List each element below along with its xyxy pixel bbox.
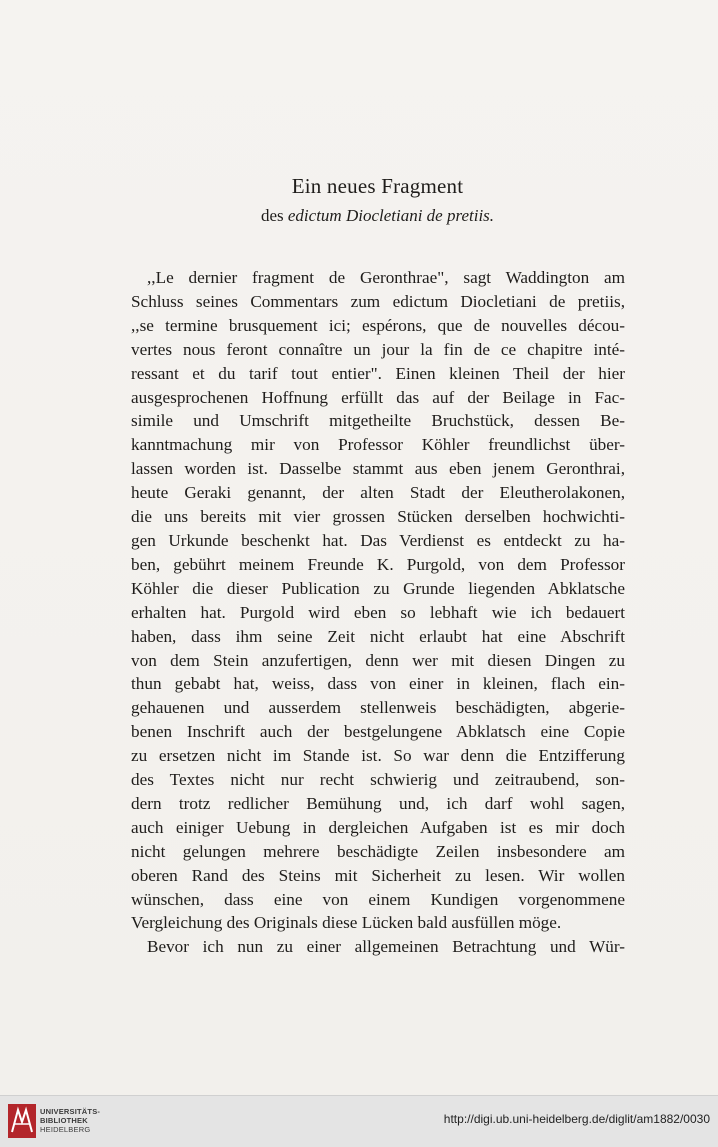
body-line: auch einiger Uebung in dergleichen Aufgaben ist es mir doch [131,817,625,837]
body-line: ben, gebührt meinem Freunde K. Purgold, von dem Professor [131,554,625,574]
body-line: gehauenen und ausserdem stellenweis beschädigten, abgerie- [131,698,625,718]
body-line: nicht gelungen mehrere beschädigte Zeilen insbesondere am [131,841,625,861]
body-line: ausgesprochenen Hoffnung erfüllt das auf der Beilage in Fac- [131,387,625,407]
body-line: dern trotz redlicher Bemühung und, ich darf wohl sagen, [131,793,625,813]
body-line: heute Geraki genannt, der alten Stadt der Eleutherolakonen, [131,483,625,503]
body-line: des Textes nicht nur recht schwierig und zeitraubend, son- [131,770,625,790]
body-line: wünschen, dass eine von einem Kundigen vorgenommene [131,889,625,909]
library-logo-text [40,1107,100,1134]
body-line: erhalten hat. Purgold wird eben so lebhaft wie ich bedauert [131,602,625,622]
logo-line: BIBLIOTHEK [40,1116,88,1125]
digitization-footer [0,1095,718,1147]
logo-line: HEIDELBERG [40,1125,91,1134]
subtitle-italic: edictum Diocletiani de pretiis. [287,206,495,225]
body-line: Schluss seines Commentars zum edictum Diocletiani de pretiis, [131,291,625,311]
body-line: simile und Umschrift mitgetheilte Bruchstück, dessen Be- [131,411,625,431]
body-line: vertes nous feront connaître un jour la fin de ce chapitre inté- [131,339,625,359]
body-text [131,266,625,959]
body-line: thun gebabt hat, weiss, dass von einer in kleinen, flach ein- [131,674,625,694]
body-line: oberen Rand des Steins mit Sicherheit zu lesen. Wir wollen [131,865,625,885]
body-line: lassen worden ist. Dasselbe stammt aus eben jenem Geronthrai, [131,459,625,479]
body-line: von dem Stein anzufertigen, denn wer mit diesen Dingen zu [131,650,625,670]
body-line: Köhler die dieser Publication zu Grunde liegenden Abklatsche [131,578,625,598]
source-url-link[interactable]: http://digi.ub.uni-heidelberg.de/diglit/am1882/0030 [443,1112,710,1126]
body-line: ,,se termine brusquement ici; espérons, que de nouvelles décou- [131,315,625,335]
body-line: die uns bereits mit vier grossen Stücken derselben hochwichti- [131,507,625,527]
body-line: ,,Le dernier fragment de Geronthrae", sagt Waddington am [147,268,625,287]
subtitle-prefix: des [260,206,284,225]
body-line: benen Inschrift auch der bestgelungene Abklatsch eine Copie [131,722,625,742]
article-title: Ein neues Fragment [291,174,464,198]
body-line: Vergleichung des Originals diese Lücken bald ausfüllen möge. [131,913,562,933]
university-library-logo-icon [8,1104,36,1138]
body-line: gen Urkunde beschenkt hat. Das Verdienst es entdeckt zu ha- [131,530,625,550]
body-line: ressant et du tarif tout entier". Einen kleinen Theil der hier [131,363,625,383]
body-line: Bevor ich nun zu einer allgemeinen Betrachtung und Wür- [147,937,625,957]
body-line: kanntmachung mir von Professor Köhler freundlichst über- [131,435,625,455]
body-line: zu ersetzen nicht im Stande ist. So war denn die Entzifferung [131,746,625,766]
body-line: haben, dass ihm seine Zeit nicht erlaubt hat eine Abschrift [131,626,625,646]
logo-line: UNIVERSITÄTS- [40,1107,101,1116]
article-subtitle [0,206,718,226]
